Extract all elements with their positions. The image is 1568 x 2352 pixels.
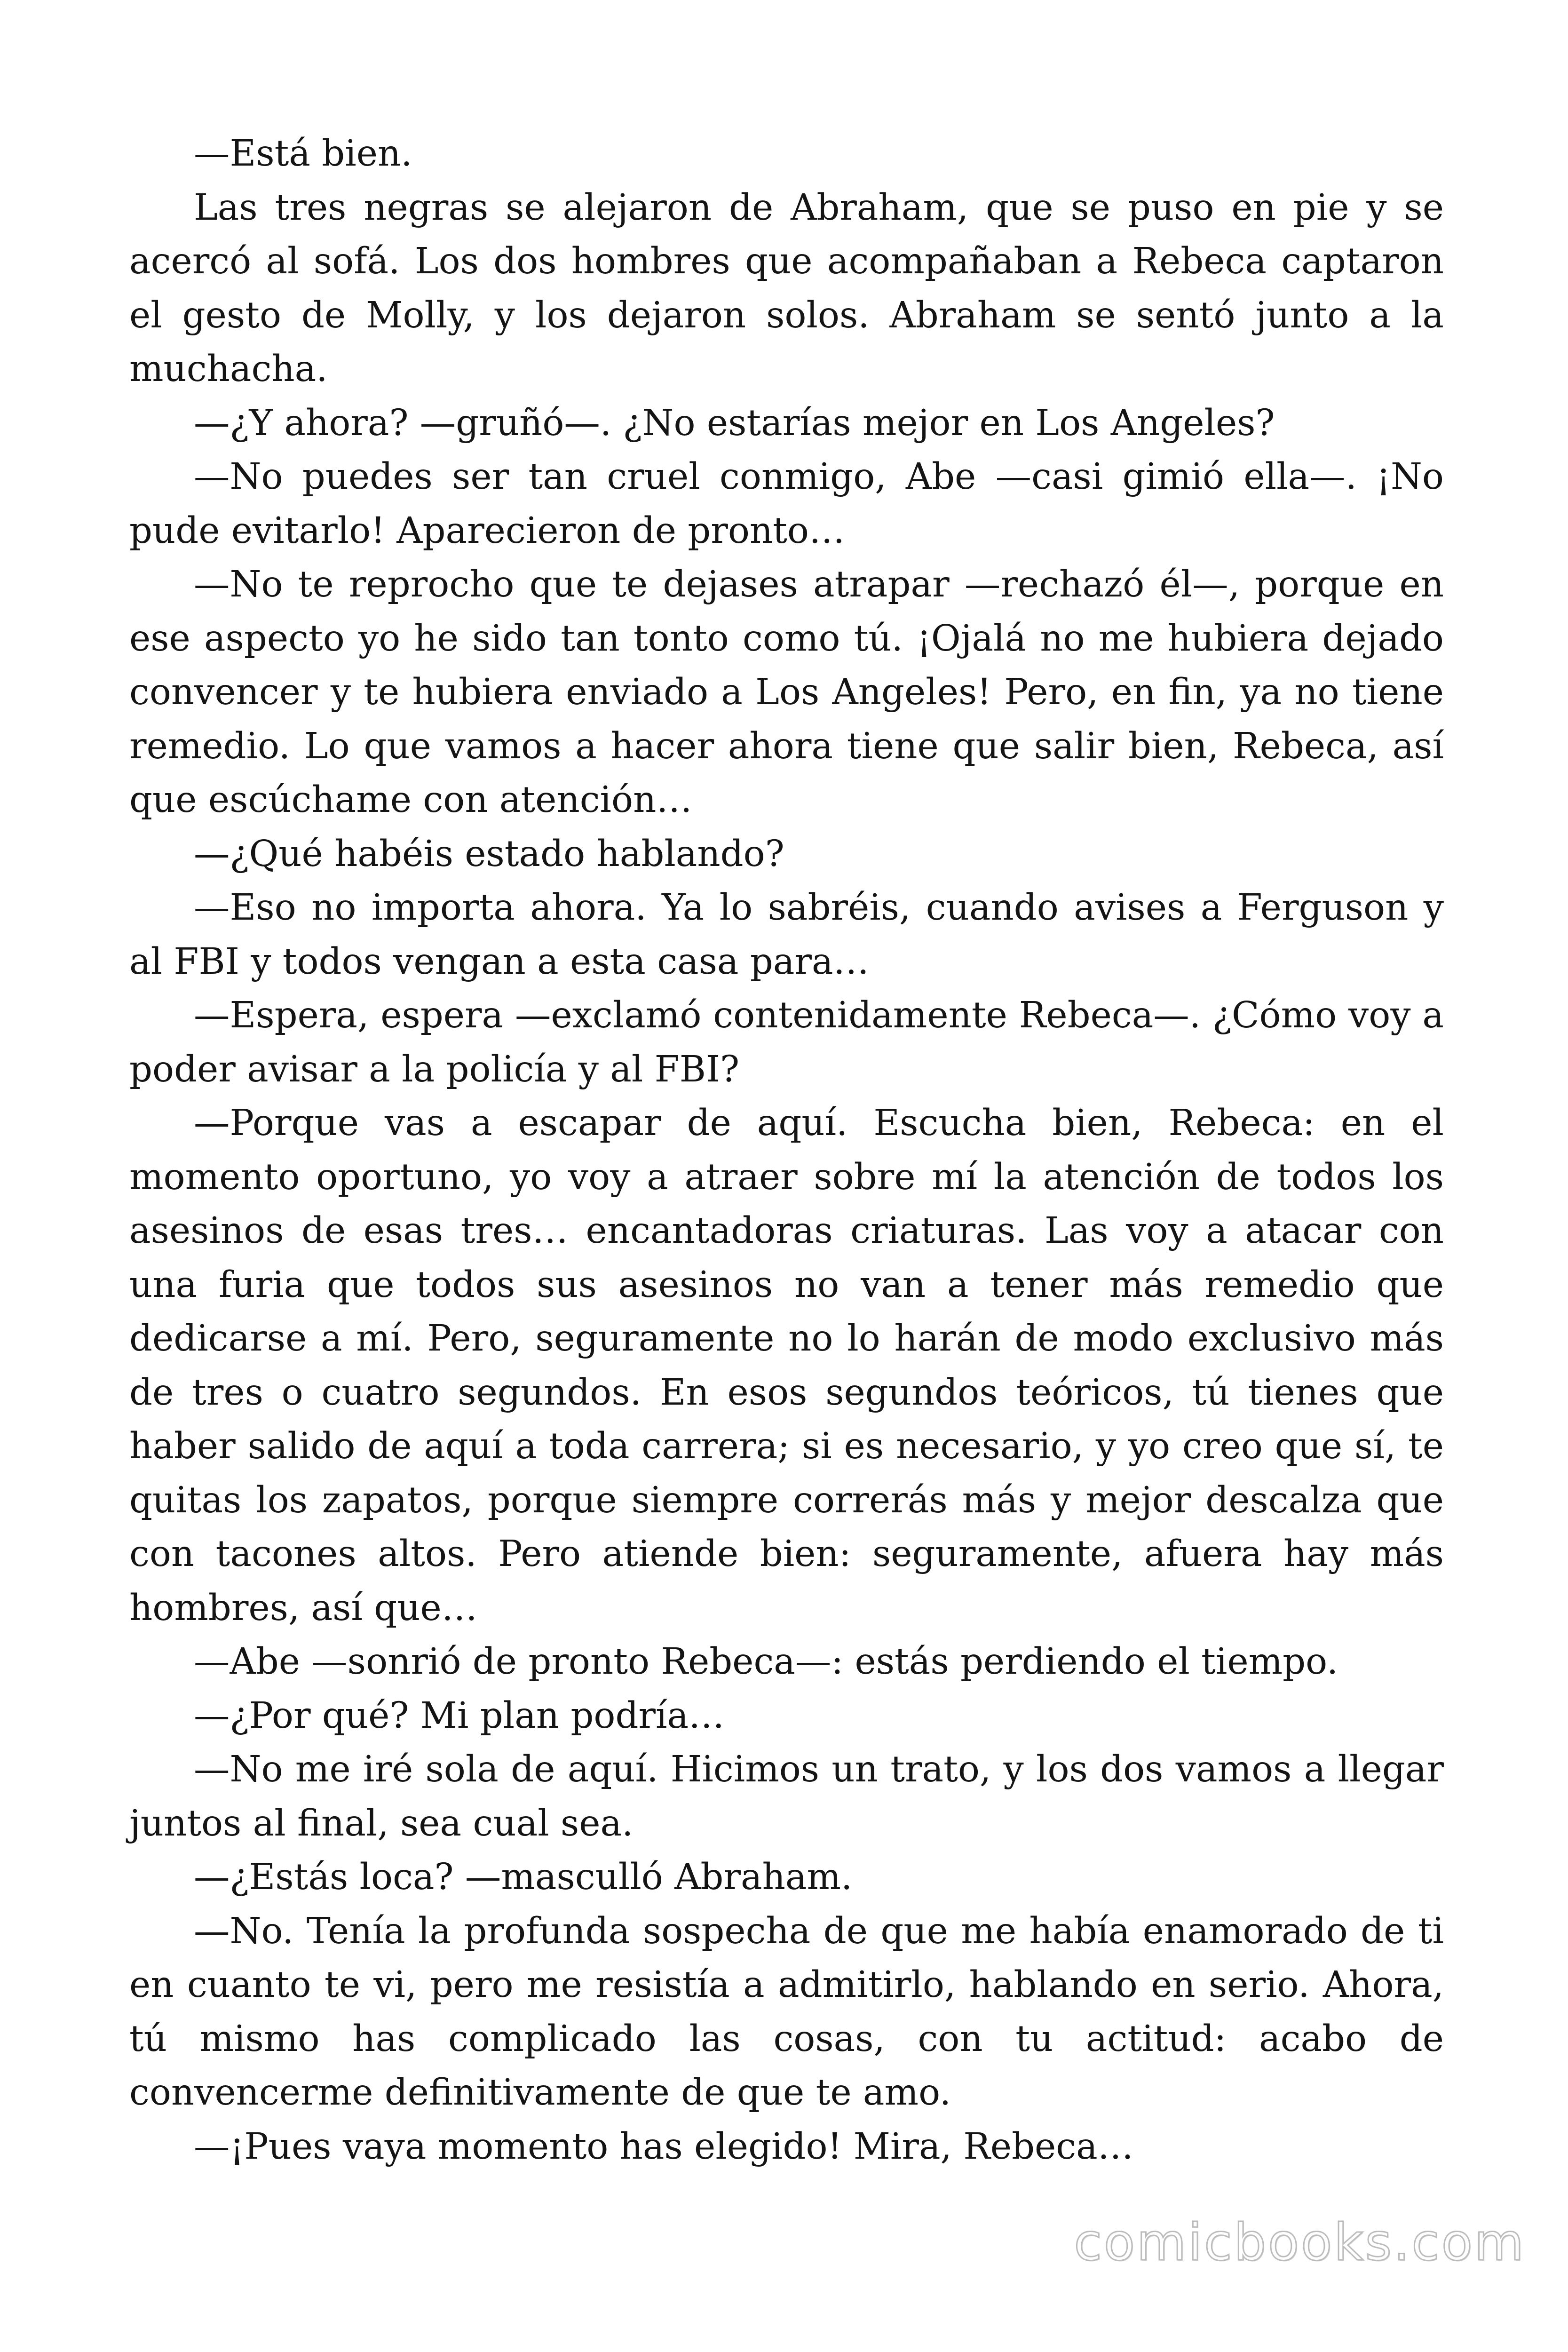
paragraph: —Está bien. bbox=[194, 133, 412, 175]
paragraph: —Abe —sonrió de pronto Rebeca—: estás perdiendo el tiempo. bbox=[194, 1641, 1338, 1683]
paragraph: —No te reprocho que te dejases atrapar —rechazó él—, porque en ese aspecto yo he sido tan tonto como tú. ¡Ojalá no me hubiera dejado convencer y te hubiera enviado a Los Angeles! Pero, en fin, ya no tiene remedio. Lo que vamos a hacer ahora tiene que salir bien, Rebeca, así que escúchame con atención… bbox=[129, 564, 1444, 821]
paragraph: Las tres negras se alejaron de Abraham, que se puso en pie y se acercó al sofá. Los dos hombres que acompañaban a Rebeca captaron el gesto de Molly, y los dejaron solos. Abraham se sentó junto a la muchacha. bbox=[129, 186, 1444, 390]
paragraph: —¿Estás loca? —masculló Abraham. bbox=[194, 1856, 853, 1898]
paragraph: —¡Pues vaya momento has elegido! Mira, Rebeca… bbox=[194, 2125, 1134, 2168]
paragraph: —No me iré sola de aquí. Hicimos un trato, y los dos vamos a llegar juntos al final, sea cual sea. bbox=[129, 1748, 1444, 1844]
watermark: comicbooks.com bbox=[1074, 2213, 1526, 2272]
paragraph: —No puedes ser tan cruel conmigo, Abe —casi gimió ella—. ¡No pude evitarlo! Aparecieron de pronto… bbox=[129, 456, 1444, 552]
paragraph: —¿Y ahora? —gruñó—. ¿No estarías mejor en Los Angeles? bbox=[194, 402, 1275, 444]
page-text bbox=[129, 127, 1444, 2174]
paragraph: —Eso no importa ahora. Ya lo sabréis, cuando avises a Ferguson y al FBI y todos vengan a esta casa para… bbox=[129, 887, 1444, 983]
paragraph: —¿Qué habéis estado hablando? bbox=[194, 833, 784, 875]
paragraph: —Porque vas a escapar de aquí. Escucha bien, Rebeca: en el momento oportuno, yo voy a atraer sobre mí la atención de todos los asesinos de esas tres… encantadoras criaturas. Las voy a atacar con una furia que todos sus asesinos no van a tener más remedio que dedicarse a mí. Pero, seguramente no lo harán de modo exclusivo más de tres o cuatro segundos. En esos segundos teóricos, tú tienes que haber salido de aquí a toda carrera; si es necesario, y yo creo que sí, te quitas los zapatos, porque siempre correrás más y mejor descalza que con tacones altos. Pero atiende bien: seguramente, afuera hay más hombres, así que… bbox=[129, 1102, 1444, 1629]
paragraph: —¿Por qué? Mi plan podría… bbox=[194, 1694, 725, 1737]
paragraph: —No. Tenía la profunda sospecha de que me había enamorado de ti en cuanto te vi, pero me resistía a admitirlo, hablando en serio. Ahora, tú mismo has complicado las cosas, con tu actitud: acabo de convencerme definitivamente de que te amo. bbox=[129, 1910, 1444, 2114]
paragraph: —Espera, espera —exclamó contenidamente Rebeca—. ¿Cómo voy a poder avisar a la policía y al FBI? bbox=[129, 994, 1444, 1090]
